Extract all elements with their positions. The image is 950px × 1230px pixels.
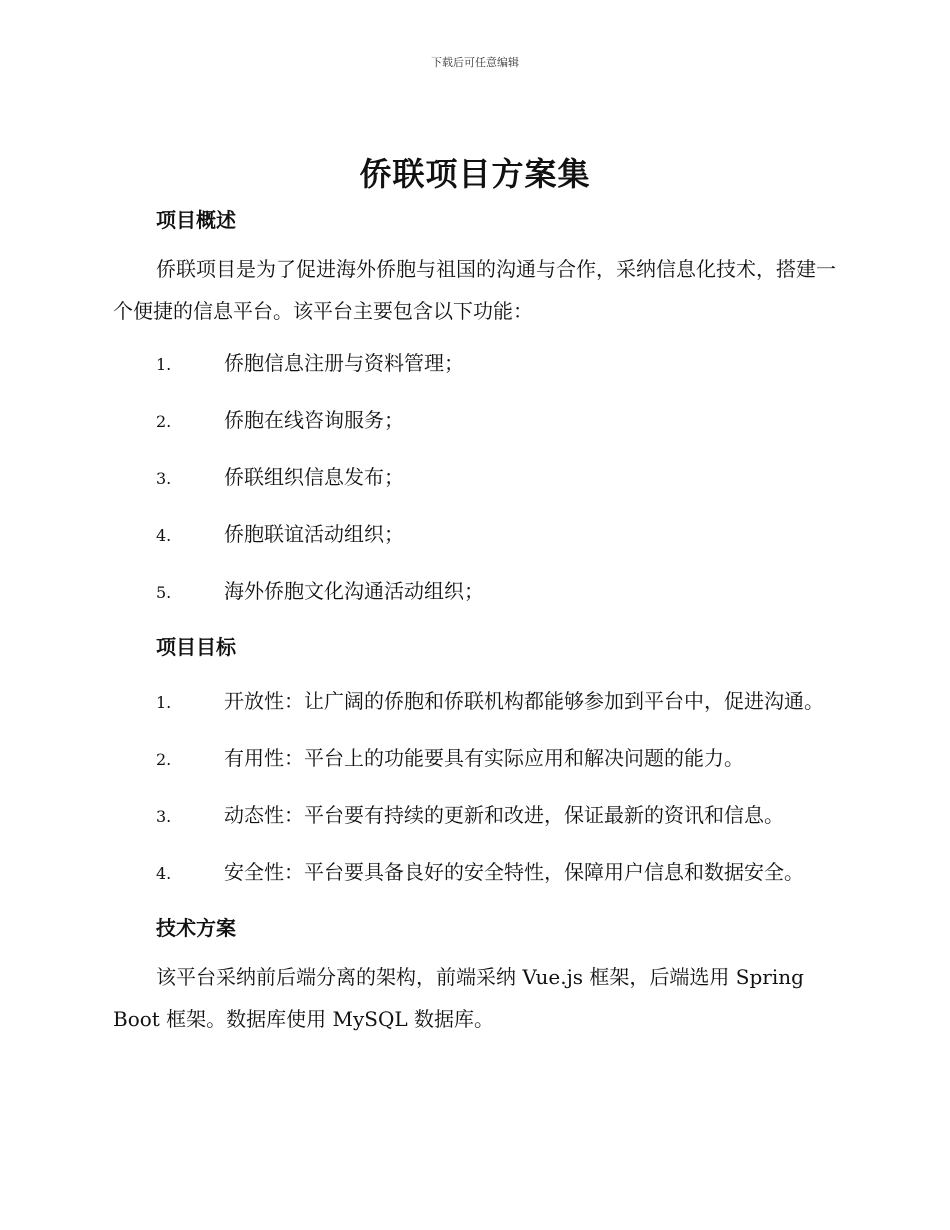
list-item-text: 侨胞在线咨询服务； (224, 408, 404, 432)
list-item-text: 海外侨胞文化沟通活动组织； (224, 579, 484, 603)
list-item-text: 动态性：平台要有持续的更新和改进，保证最新的资讯和信息。 (224, 803, 784, 827)
document-title: 侨联项目方案集 (359, 155, 591, 193)
list-item (113, 399, 838, 443)
tech-paragraph: 该平台采纳前后端分离的架构，前端采纳 Vue.js 框架，后端选用 Spring Boot 框架。数据库使用 MySQL 数据库。 (113, 965, 804, 1031)
list-item (113, 456, 838, 500)
list-item (113, 513, 838, 557)
overview-paragraph: 侨联项目是为了促进海外侨胞与祖国的沟通与合作，采纳信息化技术，搭建一个便捷的信息平台。该平台主要包含以下功能： (113, 257, 836, 323)
section-heading-tech: 技术方案 (156, 916, 236, 940)
feature-list (113, 342, 838, 614)
list-item-number: 2. (156, 412, 172, 431)
list-item (113, 570, 838, 614)
list-item-text: 开放性：让广阔的侨胞和侨联机构都能够参加到平台中，促进沟通。 (224, 689, 824, 713)
list-item-number: 4. (156, 526, 172, 545)
document-body (113, 200, 838, 1046)
list-item-number: 3. (156, 807, 172, 826)
list-item-text: 安全性：平台要具备良好的安全特性，保障用户信息和数据安全。 (224, 860, 804, 884)
list-item-text: 侨联组织信息发布； (224, 465, 404, 489)
list-item (113, 342, 838, 386)
list-item-number: 5. (156, 583, 172, 602)
list-item-text: 侨胞信息注册与资料管理； (224, 351, 464, 375)
list-item-number: 2. (156, 750, 172, 769)
list-item-number: 1. (156, 355, 172, 374)
list-item-text: 侨胞联谊活动组织； (224, 522, 404, 546)
list-item-text: 有用性：平台上的功能要具有实际应用和解决问题的能力。 (224, 746, 744, 770)
header-note: 下载后可任意编辑 (431, 56, 519, 69)
list-item (113, 737, 838, 781)
list-item (113, 794, 838, 838)
section-heading-goals: 项目目标 (156, 635, 236, 659)
list-item-number: 1. (156, 693, 172, 712)
section-heading-overview: 项目概述 (156, 208, 236, 232)
list-item-number: 4. (156, 864, 172, 883)
list-item (113, 851, 838, 895)
list-item-number: 3. (156, 469, 172, 488)
goal-list (113, 680, 838, 895)
list-item (113, 680, 838, 724)
